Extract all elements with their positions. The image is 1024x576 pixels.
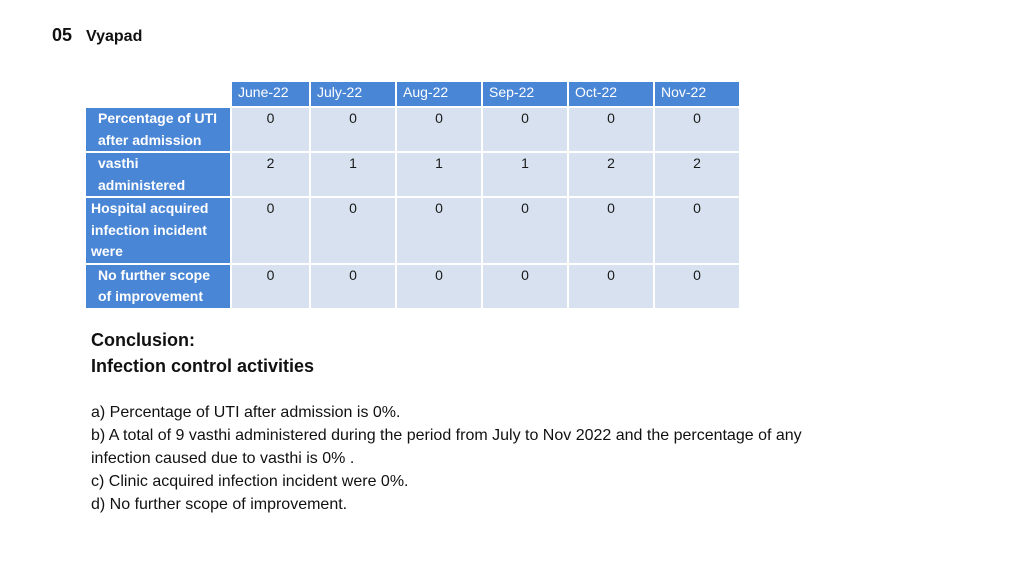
month-header: Sep-22 xyxy=(483,82,567,106)
table-cell: 0 xyxy=(311,265,395,308)
table-cell: 0 xyxy=(569,108,653,151)
finding-line: infection caused due to vasthi is 0% . xyxy=(91,450,355,467)
table-cell: 0 xyxy=(483,198,567,263)
table-cell: 2 xyxy=(232,153,309,196)
table-row xyxy=(86,198,739,263)
table-cell: 0 xyxy=(569,265,653,308)
table-cell: 1 xyxy=(483,153,567,196)
finding-line: c) Clinic acquired infection incident were 0%. xyxy=(91,473,409,490)
conclusion-section xyxy=(91,327,971,516)
table-cell: 0 xyxy=(311,108,395,151)
table-row xyxy=(86,108,739,151)
finding-line: a) Percentage of UTI after admission is 0%. xyxy=(91,404,401,421)
row-label-improvement xyxy=(86,265,230,308)
table-cell: 0 xyxy=(655,198,739,263)
row-label-line: were xyxy=(91,243,123,259)
row-label-line: vasthi xyxy=(98,155,139,171)
slide-header xyxy=(52,25,142,46)
row-label-line: of improvement xyxy=(98,288,204,304)
table-cell: 0 xyxy=(397,265,481,308)
table-cell: 0 xyxy=(397,198,481,263)
month-header: July-22 xyxy=(311,82,395,106)
table-cell: 0 xyxy=(311,198,395,263)
table-cell: 0 xyxy=(397,108,481,151)
table-cell: 0 xyxy=(655,265,739,308)
finding-line: b) A total of 9 vasthi administered during the period from July to Nov 2022 and the percentage of any xyxy=(91,427,802,444)
row-label-line: after admission xyxy=(98,131,202,148)
findings-list xyxy=(91,401,971,516)
table-corner-cell xyxy=(86,82,230,106)
table-cell: 0 xyxy=(232,265,309,308)
month-header: Aug-22 xyxy=(397,82,481,106)
table-cell: 1 xyxy=(397,153,481,196)
row-label-hospital-infection xyxy=(86,198,230,263)
table-row xyxy=(86,265,739,308)
row-label-uti xyxy=(86,108,230,151)
row-label-line: administered xyxy=(98,176,186,193)
table-row xyxy=(86,153,739,196)
table-cell: 0 xyxy=(232,198,309,263)
slide-number: 05 xyxy=(52,25,73,45)
table-cell: 0 xyxy=(655,108,739,151)
row-label-line: Percentage of UTI xyxy=(98,110,218,126)
table-cell: 0 xyxy=(483,108,567,151)
conclusion-subheading: Infection control activities xyxy=(91,356,315,376)
conclusion-heading: Conclusion: xyxy=(91,330,195,350)
row-label-line: No further scope xyxy=(98,266,211,283)
finding-line: d) No further scope of improvement. xyxy=(91,496,348,513)
table-cell: 0 xyxy=(569,198,653,263)
slide-title: Vyapad xyxy=(86,28,143,45)
row-label-line: infection incident xyxy=(91,221,207,238)
table-cell: 0 xyxy=(232,108,309,151)
row-label-vasthi xyxy=(86,153,230,196)
month-header: Nov-22 xyxy=(655,82,739,106)
month-header: Oct-22 xyxy=(569,82,653,106)
monthly-infection-table xyxy=(84,80,741,310)
table-cell: 1 xyxy=(311,153,395,196)
table-header-row xyxy=(86,82,739,106)
row-label-line: Hospital acquired xyxy=(91,200,209,216)
month-header: June-22 xyxy=(232,82,309,106)
table-cell: 0 xyxy=(483,265,567,308)
table-cell: 2 xyxy=(655,153,739,196)
table-cell: 2 xyxy=(569,153,653,196)
